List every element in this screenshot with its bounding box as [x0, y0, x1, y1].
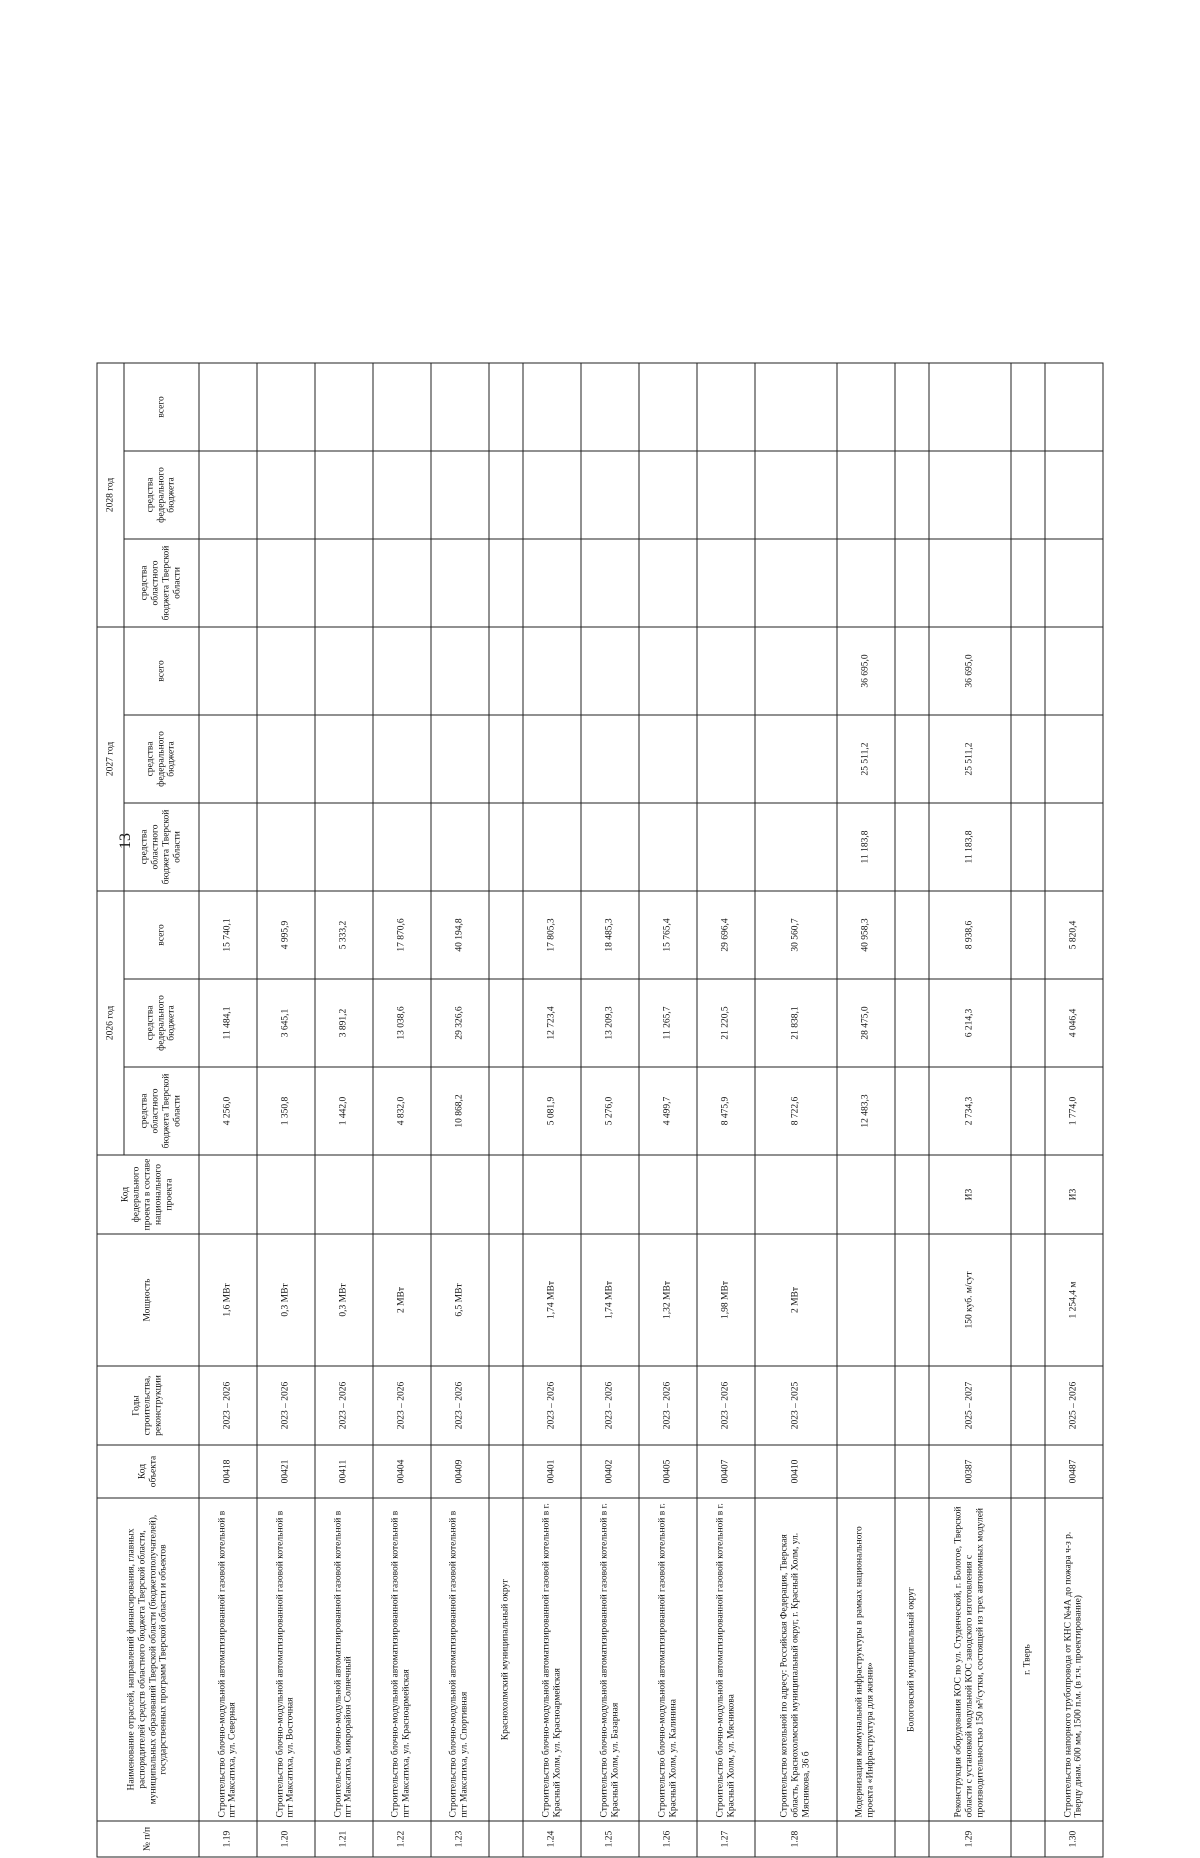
budget-table [97, 362, 1104, 1857]
total-2028 [639, 363, 697, 451]
fed-budget-2026: 13 038,6 [373, 979, 431, 1067]
object-name: Строительство блочно-модульной автоматизированной газовой котельной в г. Красный Холм, ул. Мясникова [697, 1498, 755, 1821]
table-row [581, 363, 639, 1857]
total-2027 [1045, 627, 1103, 715]
obl-budget-2028 [837, 539, 895, 627]
fed-budget-2027 [199, 715, 257, 803]
row-number: 1.19 [199, 1821, 257, 1857]
federal-project-code: И3 [929, 1155, 1011, 1234]
obl-budget-2027 [755, 803, 837, 891]
capacity [1011, 1234, 1045, 1366]
obl-budget-2026 [1011, 1067, 1045, 1155]
object-name: Строительство блочно-модульной автоматизированной газовой котельной в пгт Максатиха, ул. Красноармейская [373, 1498, 431, 1821]
region-row [895, 363, 929, 1857]
subheader-all-2026: всего [124, 891, 199, 979]
federal-project-code [697, 1155, 755, 1234]
obl-budget-2028 [431, 539, 489, 627]
total-2026: 4 995,9 [257, 891, 315, 979]
obl-budget-2026: 10 868,2 [431, 1067, 489, 1155]
object-code: 00407 [697, 1445, 755, 1498]
obl-budget-2026: 1 774,0 [1045, 1067, 1103, 1155]
region-name: Бологовский муниципальный округ [895, 1498, 929, 1821]
header-name: Наименование отраслей, направлений финансирования, главных распорядителей средств областного бюджета Тверской области, муниципальных образований Тверской области (бюджетополучателей), государственных программ Тверской области и объектов [97, 1498, 199, 1821]
row-number: 1.28 [755, 1821, 837, 1857]
construction-years: 2023 – 2026 [697, 1366, 755, 1445]
fed-budget-2027 [489, 715, 523, 803]
fed-budget-2026 [489, 979, 523, 1067]
federal-project-code: И3 [1045, 1155, 1103, 1234]
federal-project-code [755, 1155, 837, 1234]
region-row [489, 363, 523, 1857]
fed-budget-2027 [523, 715, 581, 803]
obl-budget-2027 [1045, 803, 1103, 891]
table-row [697, 363, 755, 1857]
header-years: Годы строительства, реконструкции [97, 1366, 199, 1445]
fed-budget-2028 [523, 451, 581, 539]
capacity [489, 1234, 523, 1366]
construction-years: 2023 – 2026 [315, 1366, 373, 1445]
table-row [837, 363, 895, 1857]
obl-budget-2026: 4 256,0 [199, 1067, 257, 1155]
total-2026: 5 333,2 [315, 891, 373, 979]
capacity: 1 254,4 м [1045, 1234, 1103, 1366]
federal-project-code [895, 1155, 929, 1234]
capacity: 2 МВт [755, 1234, 837, 1366]
obl-budget-2027 [523, 803, 581, 891]
row-number [895, 1821, 929, 1857]
total-2026: 40 958,3 [837, 891, 895, 979]
table-row [315, 363, 373, 1857]
total-2026: 15 765,4 [639, 891, 697, 979]
row-number: 1.21 [315, 1821, 373, 1857]
fed-budget-2028 [1045, 451, 1103, 539]
object-code [489, 1445, 523, 1498]
obl-budget-2028 [257, 539, 315, 627]
total-2027 [315, 627, 373, 715]
fed-budget-2027 [895, 715, 929, 803]
object-name: Строительство котельной по адресу: Российская Федерация, Тверская область, Краснохолмский муниципальный округ, г. Красный Холм, ул. Мясникова, 36 б [755, 1498, 837, 1821]
federal-project-code [489, 1155, 523, 1234]
fed-budget-2027 [315, 715, 373, 803]
header-2027: 2027 год [97, 627, 124, 891]
construction-years [489, 1366, 523, 1445]
fed-budget-2028 [257, 451, 315, 539]
construction-years: 2023 – 2025 [755, 1366, 837, 1445]
total-2028 [895, 363, 929, 451]
object-code: 00401 [523, 1445, 581, 1498]
federal-project-code [373, 1155, 431, 1234]
fed-budget-2027 [1045, 715, 1103, 803]
total-2028 [1011, 363, 1045, 451]
row-number: 1.23 [431, 1821, 489, 1857]
row-number: 1.24 [523, 1821, 581, 1857]
obl-budget-2028 [581, 539, 639, 627]
obl-budget-2027 [315, 803, 373, 891]
obl-budget-2027 [199, 803, 257, 891]
fed-budget-2028 [315, 451, 373, 539]
total-2028 [523, 363, 581, 451]
obl-budget-2026: 1 442,0 [315, 1067, 373, 1155]
fed-budget-2028 [697, 451, 755, 539]
fed-budget-2027 [431, 715, 489, 803]
header-2026: 2026 год [97, 891, 124, 1155]
table-row [929, 363, 1011, 1857]
object-code [1011, 1445, 1045, 1498]
total-2027 [755, 627, 837, 715]
object-code: 00402 [581, 1445, 639, 1498]
obl-budget-2027 [489, 803, 523, 891]
total-2028 [1045, 363, 1103, 451]
fed-budget-2028 [755, 451, 837, 539]
construction-years: 2023 – 2026 [581, 1366, 639, 1445]
capacity: 150 куб. м/сут [929, 1234, 1011, 1366]
capacity: 1,74 МВт [523, 1234, 581, 1366]
total-2026: 18 485,3 [581, 891, 639, 979]
total-2026: 29 696,4 [697, 891, 755, 979]
region-name: г. Тверь [1011, 1498, 1045, 1821]
fed-budget-2026 [895, 979, 929, 1067]
fed-budget-2026: 21 838,1 [755, 979, 837, 1067]
total-2027 [373, 627, 431, 715]
table-row [755, 363, 837, 1857]
federal-project-code [257, 1155, 315, 1234]
capacity: 1,98 МВт [697, 1234, 755, 1366]
row-number: 1.20 [257, 1821, 315, 1857]
subheader-fed-2026: средства федерального бюджета [124, 979, 199, 1067]
fed-budget-2026: 3 645,1 [257, 979, 315, 1067]
table-row [373, 363, 431, 1857]
capacity [837, 1234, 895, 1366]
obl-budget-2028 [1011, 539, 1045, 627]
fed-budget-2027: 25 511,2 [837, 715, 895, 803]
object-code: 00404 [373, 1445, 431, 1498]
capacity: 6,5 МВт [431, 1234, 489, 1366]
object-name: Строительство блочно-модульной автоматизированной газовой котельной в г. Красный Холм, ул. Красноармейская [523, 1498, 581, 1821]
row-number [489, 1821, 523, 1857]
total-2026: 30 560,7 [755, 891, 837, 979]
construction-years: 2023 – 2026 [199, 1366, 257, 1445]
capacity [895, 1234, 929, 1366]
federal-project-code [1011, 1155, 1045, 1234]
obl-budget-2026: 8 475,9 [697, 1067, 755, 1155]
construction-years: 2023 – 2026 [257, 1366, 315, 1445]
total-2028 [489, 363, 523, 451]
total-2028 [581, 363, 639, 451]
construction-years: 2025 – 2026 [1045, 1366, 1103, 1445]
fed-budget-2028 [929, 451, 1011, 539]
fed-budget-2027: 25 511,2 [929, 715, 1011, 803]
total-2027: 36 695,0 [929, 627, 1011, 715]
total-2027: 36 695,0 [837, 627, 895, 715]
fed-budget-2028 [639, 451, 697, 539]
object-code: 00409 [431, 1445, 489, 1498]
fed-budget-2026: 4 046,4 [1045, 979, 1103, 1067]
total-2028 [315, 363, 373, 451]
table-row [431, 363, 489, 1857]
object-code: 00487 [1045, 1445, 1103, 1498]
obl-budget-2026 [895, 1067, 929, 1155]
capacity: 0,3 МВт [257, 1234, 315, 1366]
total-2027 [489, 627, 523, 715]
row-number: 1.22 [373, 1821, 431, 1857]
row-number: 1.25 [581, 1821, 639, 1857]
capacity: 2 МВт [373, 1234, 431, 1366]
total-2026: 17 805,3 [523, 891, 581, 979]
federal-project-code [523, 1155, 581, 1234]
total-2028 [373, 363, 431, 451]
fed-budget-2026: 6 214,3 [929, 979, 1011, 1067]
construction-years [1011, 1366, 1045, 1445]
total-2028 [257, 363, 315, 451]
object-code: 00418 [199, 1445, 257, 1498]
subheader-all-2028: всего [124, 363, 199, 451]
subheader-obl-2027: средства областного бюджета Тверской области [124, 803, 199, 891]
fed-budget-2027 [373, 715, 431, 803]
obl-budget-2027 [895, 803, 929, 891]
total-2026 [1011, 891, 1045, 979]
obl-budget-2026: 8 722,6 [755, 1067, 837, 1155]
obl-budget-2028 [489, 539, 523, 627]
fed-budget-2027 [257, 715, 315, 803]
object-code: 00405 [639, 1445, 697, 1498]
page-number: 13 [117, 833, 134, 849]
row-number [837, 1821, 895, 1857]
obl-budget-2028 [1045, 539, 1103, 627]
total-2026 [895, 891, 929, 979]
obl-budget-2028 [895, 539, 929, 627]
object-code [895, 1445, 929, 1498]
fed-budget-2026: 3 891,2 [315, 979, 373, 1067]
obl-budget-2027: 11 183,8 [929, 803, 1011, 891]
fed-budget-2027 [639, 715, 697, 803]
object-name: Строительство блочно-модульной автоматизированной газовой котельной в г. Красный Холм, ул. Базарная [581, 1498, 639, 1821]
federal-project-code [315, 1155, 373, 1234]
table-row [523, 363, 581, 1857]
subheader-fed-2027: средства федерального бюджета [124, 715, 199, 803]
obl-budget-2026: 5 081,9 [523, 1067, 581, 1155]
total-2027 [523, 627, 581, 715]
object-name: Строительство блочно-модульной автоматизированной газовой котельной в г. Красный Холм, ул. Калинина [639, 1498, 697, 1821]
obl-budget-2027 [697, 803, 755, 891]
capacity: 0,3 МВт [315, 1234, 373, 1366]
fed-budget-2028 [581, 451, 639, 539]
obl-budget-2027 [1011, 803, 1045, 891]
total-2028 [431, 363, 489, 451]
fed-budget-2028 [895, 451, 929, 539]
fed-budget-2026: 11 484,1 [199, 979, 257, 1067]
obl-budget-2026: 1 350,8 [257, 1067, 315, 1155]
obl-budget-2028 [755, 539, 837, 627]
federal-project-code [199, 1155, 257, 1234]
table-row [1045, 363, 1103, 1857]
subheader-obl-2028: средства областного бюджета Тверской области [124, 539, 199, 627]
construction-years: 2023 – 2026 [523, 1366, 581, 1445]
subheader-obl-2026: средства областного бюджета Тверской области [124, 1067, 199, 1155]
object-name: Строительство блочно-модульной автоматизированной газовой котельной в пгт Максатиха, ул. Восточная [257, 1498, 315, 1821]
object-code: 00421 [257, 1445, 315, 1498]
obl-budget-2027: 11 183,8 [837, 803, 895, 891]
row-number: 1.30 [1045, 1821, 1103, 1857]
region-row [1011, 363, 1045, 1857]
fed-budget-2028 [373, 451, 431, 539]
total-2026: 5 820,4 [1045, 891, 1103, 979]
obl-budget-2027 [581, 803, 639, 891]
federal-project-code [581, 1155, 639, 1234]
total-2026 [489, 891, 523, 979]
obl-budget-2028 [639, 539, 697, 627]
subheader-all-2027: всего [124, 627, 199, 715]
fed-budget-2026: 29 326,6 [431, 979, 489, 1067]
total-2026: 17 870,6 [373, 891, 431, 979]
total-2027 [895, 627, 929, 715]
obl-budget-2026: 2 734,3 [929, 1067, 1011, 1155]
obl-budget-2026: 4 499,7 [639, 1067, 697, 1155]
total-2027 [257, 627, 315, 715]
row-number [1011, 1821, 1045, 1857]
construction-years [895, 1366, 929, 1445]
fed-budget-2028 [837, 451, 895, 539]
capacity: 1,6 МВт [199, 1234, 257, 1366]
region-name: Краснохолмский муниципальный округ [489, 1498, 523, 1821]
fed-budget-2026: 28 475,0 [837, 979, 895, 1067]
fed-budget-2028 [1011, 451, 1045, 539]
construction-years: 2025 – 2027 [929, 1366, 1011, 1445]
fed-budget-2028 [431, 451, 489, 539]
obl-budget-2026: 12 483,3 [837, 1067, 895, 1155]
construction-years: 2023 – 2026 [431, 1366, 489, 1445]
table-body [199, 363, 1103, 1857]
fed-budget-2026 [1011, 979, 1045, 1067]
total-2026: 40 194,8 [431, 891, 489, 979]
total-2028 [199, 363, 257, 451]
header-2028: 2028 год [97, 363, 124, 627]
header-num: № п/п [97, 1821, 199, 1857]
total-2027 [199, 627, 257, 715]
obl-budget-2028 [697, 539, 755, 627]
total-2028 [929, 363, 1011, 451]
row-number: 1.29 [929, 1821, 1011, 1857]
object-name: Строительство блочно-модульной автоматизированной газовой котельной в пгт Максатиха, ул. Спортивная [431, 1498, 489, 1821]
table-row [257, 363, 315, 1857]
obl-budget-2027 [639, 803, 697, 891]
total-2028 [755, 363, 837, 451]
total-2028 [837, 363, 895, 451]
obl-budget-2027 [257, 803, 315, 891]
fed-budget-2026: 21 220,5 [697, 979, 755, 1067]
object-code: 00410 [755, 1445, 837, 1498]
obl-budget-2028 [315, 539, 373, 627]
construction-years [837, 1366, 895, 1445]
obl-budget-2027 [431, 803, 489, 891]
obl-budget-2026: 4 832,0 [373, 1067, 431, 1155]
capacity: 1,74 МВт [581, 1234, 639, 1366]
total-2027 [697, 627, 755, 715]
table-row [639, 363, 697, 1857]
fed-budget-2026: 12 723,4 [523, 979, 581, 1067]
capacity: 1,32 МВт [639, 1234, 697, 1366]
object-code: 00387 [929, 1445, 1011, 1498]
obl-budget-2028 [523, 539, 581, 627]
row-number: 1.26 [639, 1821, 697, 1857]
table-row [199, 363, 257, 1857]
header-fed-code: Код федерального проекта в составе национального проекта [97, 1155, 199, 1234]
header-code: Код объекта [97, 1445, 199, 1498]
obl-budget-2027 [373, 803, 431, 891]
fed-budget-2027 [1011, 715, 1045, 803]
object-name: Реконструкция оборудования КОС по ул. Студенческой, г. Бологое, Тверской области с установкой модульной КОС заводского изготовления с производительностью 150 м³/сутки, состоящей из трех автономных модулей [929, 1498, 1011, 1821]
obl-budget-2028 [373, 539, 431, 627]
object-name: Строительство напорного трубопровода от КНС №4А до пожара ч-з р. Тверцу диам. 600 мм, 1500 п.м. (в т.ч. проектирование) [1045, 1498, 1103, 1821]
object-code [837, 1445, 895, 1498]
total-2028 [697, 363, 755, 451]
fed-budget-2028 [199, 451, 257, 539]
header-power: Мощность [97, 1234, 199, 1366]
construction-years: 2023 – 2026 [639, 1366, 697, 1445]
fed-budget-2027 [697, 715, 755, 803]
federal-project-code [837, 1155, 895, 1234]
fed-budget-2028 [489, 451, 523, 539]
construction-years: 2023 – 2026 [373, 1366, 431, 1445]
obl-budget-2026 [489, 1067, 523, 1155]
row-number: 1.27 [697, 1821, 755, 1857]
obl-budget-2028 [199, 539, 257, 627]
object-name: Строительство блочно-модульной автоматизированной газовой котельной в пгт Максатиха, микрорайон Солнечный [315, 1498, 373, 1821]
rotated-table-wrapper [97, 366, 1104, 1858]
fed-budget-2027 [581, 715, 639, 803]
total-2026: 15 740,1 [199, 891, 257, 979]
fed-budget-2026: 11 265,7 [639, 979, 697, 1067]
federal-project-code [431, 1155, 489, 1234]
object-code: 00411 [315, 1445, 373, 1498]
total-2027 [639, 627, 697, 715]
total-2027 [581, 627, 639, 715]
federal-project-code [639, 1155, 697, 1234]
fed-budget-2026: 13 209,3 [581, 979, 639, 1067]
object-name: Модернизация коммунальной инфраструктуры в рамках национального проекта «Инфраструктура для жизни» [837, 1498, 895, 1821]
fed-budget-2027 [755, 715, 837, 803]
obl-budget-2028 [929, 539, 1011, 627]
total-2027 [1011, 627, 1045, 715]
obl-budget-2026: 5 276,0 [581, 1067, 639, 1155]
total-2026: 8 938,6 [929, 891, 1011, 979]
subheader-fed-2028: средства федерального бюджета [124, 451, 199, 539]
total-2027 [431, 627, 489, 715]
object-name: Строительство блочно-модульной автоматизированной газовой котельной в пгт Максатиха, ул. Северная [199, 1498, 257, 1821]
